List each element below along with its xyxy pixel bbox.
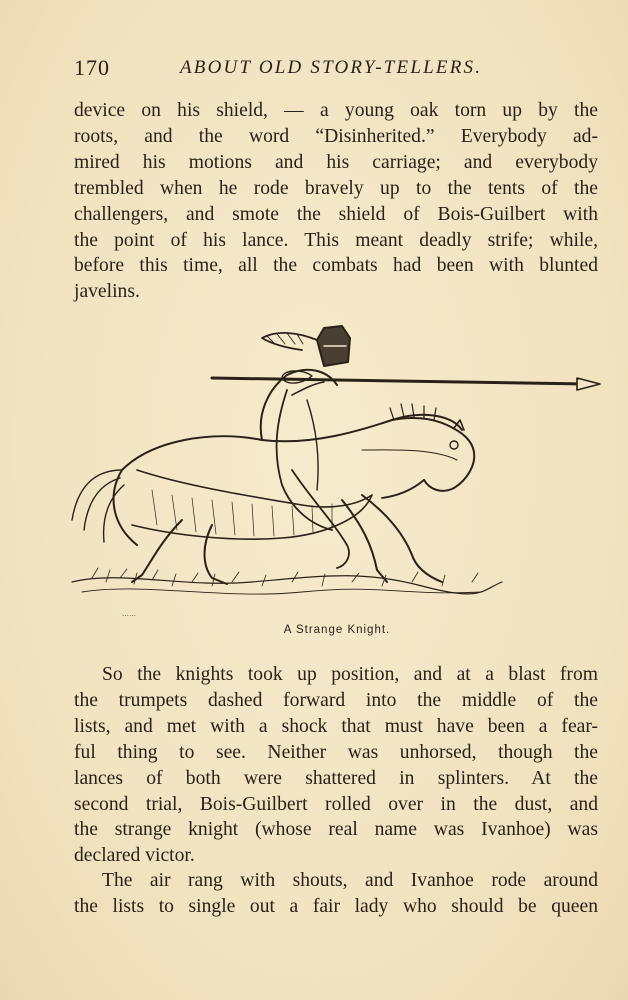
text-line: mired his motions and his carriage; and everybody (74, 151, 598, 173)
svg-text:……: …… (122, 610, 136, 618)
text-line: device on his shield, — a young oak torn up by the (74, 100, 598, 121)
text-line: lances of both were shattered in splinters. At the (74, 767, 598, 789)
text-line: second trial, Bois-Guilbert rolled over in the dust, and (74, 793, 598, 815)
running-head: ABOUT OLD STORY-TELLERS. (180, 57, 483, 78)
illustration-caption: A Strange Knight. (283, 624, 391, 636)
text-line: ful thing to see. Neither was unhorsed, though the (74, 741, 598, 763)
text-line: declared victor. (74, 845, 195, 867)
text-line: javelins. (74, 281, 140, 303)
text-line: before this time, all the combats had been with blunted (74, 255, 598, 277)
text-line: roots, and the word “Disinherited.” Everybody ad- (74, 125, 598, 147)
text-line: the point of his lance. This meant deadly strife; while, (74, 229, 598, 251)
text-line: trembled when he rode bravely up to the tents of the (74, 177, 598, 199)
text-line: the strange knight (whose real name was Ivanhoe) was (74, 819, 598, 841)
text-line: lists, and met with a shock that must have been a fear- (74, 715, 598, 737)
text-line: challengers, and smote the shield of Bois-Guilbert with (74, 203, 598, 225)
page-header (74, 55, 598, 85)
text-line: the lists to single out a fair lady who should be queen (74, 895, 598, 917)
paragraph-3 (74, 868, 598, 920)
paragraph-2 (74, 662, 598, 869)
text-line: So the knights took up position, and at a blast from (102, 664, 598, 685)
text-line: the trumpets dashed forward into the middle of the (74, 689, 598, 711)
page-number: 170 (74, 55, 110, 80)
paragraph-1 (74, 98, 598, 305)
text-line: The air rang with shouts, and Ivanhoe rode around (102, 870, 598, 891)
knight-illustration (62, 320, 608, 620)
